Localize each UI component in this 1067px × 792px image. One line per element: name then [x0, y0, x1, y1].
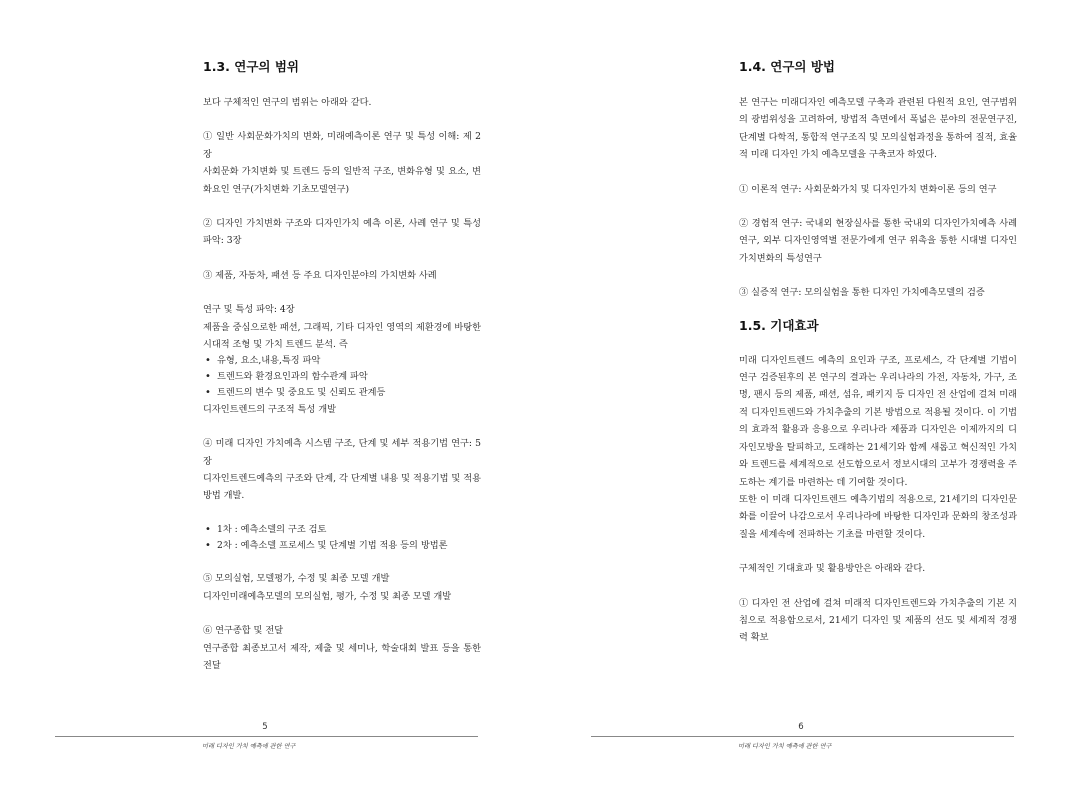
- page-number: 5: [262, 722, 268, 732]
- method-item-1: ① 이론적 연구: 사회문화가치 및 디자인가치 변화이론 등의 연구: [739, 183, 997, 195]
- scope-item-3-body: 제품을 중심으로한 패션, 그래픽, 기타 디자인 영역의 제환경에 바탕한 시대적 조형 및 가치 트렌드 분석. 즉: [203, 321, 481, 351]
- page-body: [739, 59, 1017, 647]
- list-item: • 2차 : 예측소델 프로세스 및 단계별 기법 적용 등의 방법론: [203, 538, 481, 554]
- list-item: • 트렌드의 변수 및 중요도 및 신뢰도 관계등: [203, 385, 481, 401]
- scope-item-3-bullet-list: [203, 353, 481, 400]
- scope-item-1-title: ① 일반 사회문화가치의 변화, 미래예측이론 연구 및 특성 이해: 제 2장: [203, 131, 481, 160]
- scope-item-4-bullet-list: [203, 522, 481, 554]
- page-number: 6: [798, 722, 804, 732]
- page-right: [534, 0, 1067, 792]
- list-item: • 트렌드와 환경요인과의 함수관계 파악: [203, 369, 481, 385]
- page-body: [203, 59, 481, 675]
- method-item-2: ② 경험적 연구: 국내외 현장실사를 통한 국내외 디자인가치예측 사례연구, 외부 디자인영역별 전문가에게 연구 위촉을 통한 시대별 디자인가치변화의 특성연구: [739, 218, 1017, 264]
- section-heading-scope: 1.3. 연구의 범위: [203, 59, 299, 74]
- scope-item-5-title: ⑤ 모의실험, 모델평가, 수정 및 최종 모델 개발: [203, 573, 390, 585]
- scope-item-2-title: ② 디자인 가치변화 구조와 디자인가치 예측 이론, 사례 연구 및 특성 파악: 3장: [203, 218, 481, 247]
- effect-item-1: ① 디자인 전 산업에 걸쳐 미래적 디자인트렌드와 가치추출의 기본 지침으로 적용함으로서, 21세기 디자인 및 제품의 선도 및 세계적 경쟁력 확보: [739, 597, 1017, 644]
- method-item-3: ③ 실증적 연구: 모의실험을 통한 디자인 가치예측모델의 검증: [739, 287, 985, 299]
- scope-item-6-title: ⑥ 연구종합 및 전달: [203, 625, 284, 637]
- section-heading-method: 1.4. 연구의 방법: [739, 59, 835, 74]
- list-item: • 유형, 요소,내용,특징 파악: [203, 353, 481, 369]
- scope-item-3-tail: 디자인트렌드의 구조적 특성 개발: [203, 403, 337, 415]
- scope-item-5-body: 디자인미래예측모델의 모의실험, 평가, 수정 및 최종 모델 개발: [203, 590, 452, 602]
- method-intro: 본 연구는 미래디자인 예측모델 구축과 관련된 다원적 요인, 연구범위의 광범위성을 고려하여, 방법적 측면에서 폭넓은 분야의 전문연구진, 단계별 다학적, 통합적 연구조직 및 모의실험과정을 통하여 질적, 효율적 미래 디자인 가치 예측모델을 구축코자 하였다.: [739, 97, 1017, 161]
- scope-item-3-line2: 연구 및 특성 파악: 4장: [203, 304, 295, 316]
- scope-item-4-title: ④ 미래 디자인 가치예측 시스템 구조, 단계 및 세부 적용기법 연구: 5장: [203, 438, 481, 467]
- effect-intro: 구체적인 기대효과 및 활용방안은 아래와 같다.: [739, 563, 926, 575]
- running-footer: 미래 디자인 가치 예측에 관한 연구: [738, 743, 832, 750]
- list-item: • 1차 : 예측소델의 구조 검토: [203, 522, 481, 538]
- effect-paragraph-2: 또한 이 미래 디자인트렌드 예측기법의 적용으로, 21세기의 디자인문화를 이끌어 나감으로서 우리나라에 바탕한 디자인과 문화의 창조성과 질을 세계속에 전파하는 기초를 마련할 것이다.: [739, 493, 1017, 540]
- scope-item-4-body: 디자인트렌드예측의 구조와 단계, 각 단계별 내용 및 적용기법 및 적용방법 개발.: [203, 473, 481, 502]
- scope-item-3-title: ③ 제품, 자동차, 패션 등 주요 디자인분야의 가치변화 사례: [203, 269, 437, 281]
- running-footer: 미래 디자인 가치 예측에 관한 연구: [202, 743, 296, 750]
- scope-item-1-body: 사회문화 가치변화 및 트렌드 등의 일반적 구조, 변화유형 및 요소, 변화요인 연구(가치변화 기초모델연구): [203, 166, 481, 195]
- page-left: [0, 0, 533, 792]
- footer-divider: [55, 736, 478, 737]
- scope-intro: 보다 구체적인 연구의 범위는 아래와 같다.: [203, 97, 372, 108]
- footer-divider: [591, 736, 1014, 737]
- scope-item-6-body: 연구종합 최종보고서 제작, 제출 및 세미나, 학술대회 발표 등을 통한 전달: [203, 642, 481, 672]
- section-heading-effect: 1.5. 기대효과: [739, 317, 819, 333]
- effect-paragraph-1: 미래 디자인트렌드 예측의 요인과 구조, 프로세스, 각 단계별 기법이 연구 검증된후의 본 연구의 결과는 우리나라의 가전, 자동차, 가구, 조명, 팬시 등의 제품, 패션, 섬유, 패키지 등 디자인 전 산업에 걸쳐 미래적 디자인트렌드와 가치추출의 기본 방법으로 적용될 것이다. 이 기법의 효과적 활용과 응용으로 우리나라 제품과 디자인은 이제까지의 디자인모방을 탈피하고, 도래하는 21세기와 함께 새롭고 혁신적인 가치와 트렌드를 세계적으로 선도함으로서 정보시대의 고부가 경쟁력을 주도하는 계기를 마련하는 데 기여할 것이다.: [739, 354, 1017, 488]
